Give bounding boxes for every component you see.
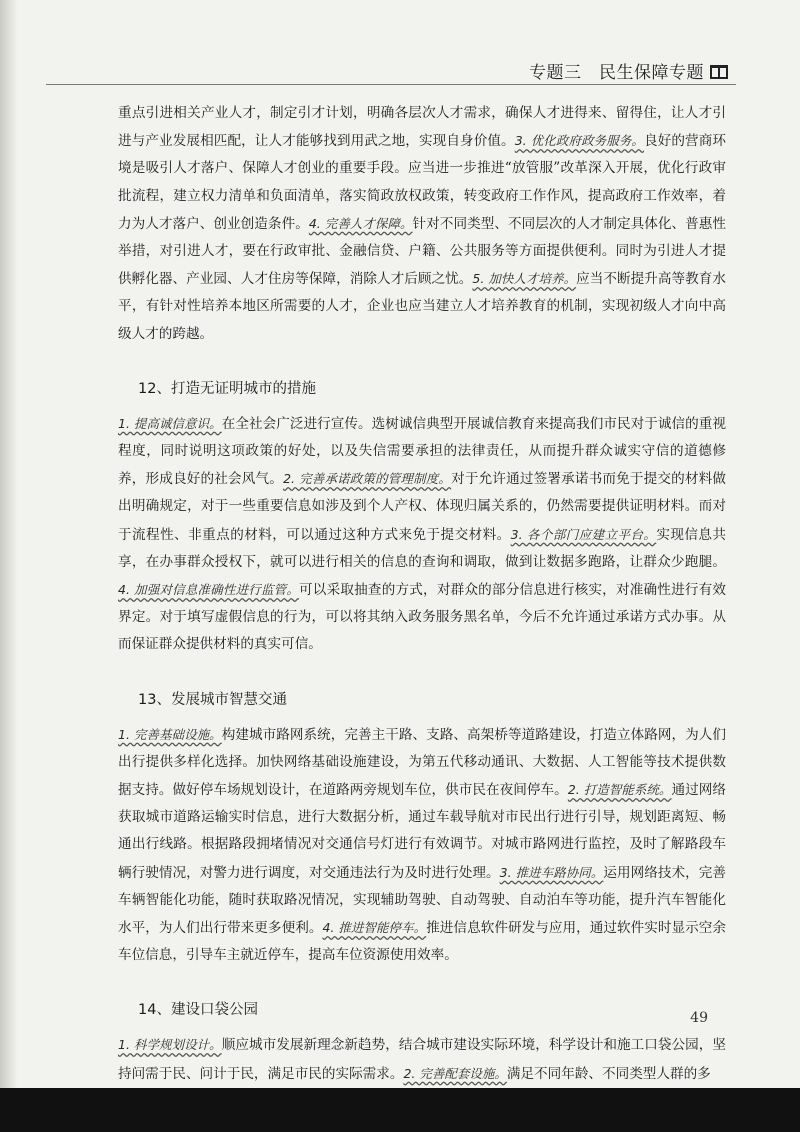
section-13-text-2: 通过网络获取城市道路运输实时信息，进行大数据分析，通过车载导航对市民出行进行引导，规划距离短、畅通出行线路。根据路段拥堵情况对交通信号灯进行有效调节。对城市路网进行监控，及时了解路段车辆行驶情况，对警力进行调度，对交通违法行为及时进行处理。 [118, 782, 727, 881]
section-14-text-1: 顺应城市发展新理念新趋势，结合城市建设实际环境，科学设计和施工口袋公园，坚持问需于民、问计于民，满足市民的实际需求。 [118, 1037, 726, 1082]
header-title: 专题三 民生保障专题 [529, 63, 704, 83]
section-heading-13: 13、发展城市智慧交通 [138, 691, 287, 708]
intro-text-4: 应当不断提升高等教育水平，有针对性培养本地区所需要的人才，企业也应当建立人才培养教育的机制，实现初级人才向中高级人才的跨越。 [118, 271, 727, 342]
handwritten-note: 4. 完善人才保障。 [308, 215, 413, 231]
spacer [118, 659, 726, 689]
spacer [118, 400, 726, 410]
intro-text-3: 针对不同类型、不同层次的人才制定具体化、普惠性举措，对引进人才，要在行政审批、金融信贷、户籍、公共服务等方面提供便利。同时为引进人才提供孵化器、产业园、人才住房等保障，消除人才后顾之忧。 [118, 215, 727, 288]
handwritten-note: 1. 完善基础设施。 [118, 726, 222, 742]
handwritten-note: 2. 完善承诺政策的管理制度。 [283, 471, 452, 487]
handwritten-note: 1. 提高诚信意识。 [118, 415, 222, 431]
intro-paragraph [118, 100, 726, 348]
handwritten-note: 3. 优化政府政务服务。 [514, 133, 645, 149]
book-icon [710, 65, 728, 79]
spacer [118, 969, 726, 999]
intro-text-1: 重点引进相关产业人才，制定引才计划，明确各层次人才需求，确保人才进得来、留得住，让人才引进与产业发展相匹配，让人才能够找到用武之地，实现自身价值。 [118, 105, 726, 150]
section-13-text-3: 运用网络技术，完善车辆智能化功能，随时获取路况情况，实现辅助驾驶、自动驾驶、自动泊车等功能，提升汽车智能化水平，为人们出行带来更多便利。 [118, 864, 727, 937]
handwritten-note: 1. 科学规划设计。 [118, 1037, 222, 1053]
section-12-paragraph [118, 410, 726, 659]
handwritten-note: 3. 各个部门应建立平台。 [510, 526, 657, 542]
section-14-paragraph [118, 1031, 726, 1087]
handwritten-note: 2. 打造智能系统。 [567, 782, 672, 798]
handwritten-note: 4. 推进智能停车。 [322, 920, 427, 936]
section-12-text-1: 在全社会广泛进行宣传。选树诚信典型开展诚信教育来提高我们市民对于诚信的重视程度，同时说明这项政策的好处，以及失信需要承担的法律责任，从而提升群众诚实守信的道德修养，形成良好的社会风气。 [118, 415, 726, 488]
section-12-text-3: 实现信息共享，在办事群众授权下，就可以进行相关的信息的查询和调取，做到让数据多跑路，让群众少跑腿。 [118, 526, 727, 570]
section-heading-12: 12、打造无证明城市的措施 [138, 380, 316, 397]
handwritten-note: 2. 完善配套设施。 [403, 1065, 507, 1081]
header-rule [46, 84, 736, 85]
main-content [118, 100, 726, 1088]
scan-shadow-left [0, 0, 18, 1132]
handwritten-note: 4. 加强对信息准确性进行监管。 [118, 582, 300, 598]
spacer [118, 348, 726, 378]
section-13-text-1: 构建城市路网系统，完善主干路、支路、高架桥等道路建设，打造立体路网，为人们出行提供多样化选择。加快网络基础设施建设，为第五代移动通讯、大数据、人工智能等技术提供数据支持。做好停车场规划设计，在道路两旁规划车位，供市民在夜间停车。 [118, 726, 726, 799]
section-13-text-4: 推进信息软件研发与应用，通过软件实时显示空余车位信息，引导车主就近停车，提高车位资源使用效率。 [118, 920, 727, 964]
section-heading-14: 14、建设口袋公园 [138, 1002, 258, 1019]
handwritten-note: 5. 加快人才培养。 [472, 271, 577, 287]
handwritten-note: 3. 推进车路协同。 [499, 864, 604, 880]
spacer [118, 1021, 726, 1031]
page-number: 49 [690, 1010, 708, 1026]
running-header [529, 58, 728, 83]
spacer [118, 711, 726, 721]
intro-text-2: 良好的营商环境是吸引人才落户、保障人才创业的重要手段。应当进一步推进“放管服”改革深入开展，优化行政审批流程，建立权力清单和负面清单，落实简政放权政策，转变政府工作作风，提高政府工作效率，着力为人才落户、创业创造条件。 [118, 133, 727, 232]
section-12-text-4: 可以采取抽查的方式，对群众的部分信息进行核实，对准确性进行有效界定。对于填写虚假信息的行为，可以将其纳入政务服务黑名单，今后不允许通过承诺方式办事。从而保证群众提供材料的真实可信。 [118, 582, 727, 653]
section-13-paragraph [118, 721, 726, 970]
section-12-text-2: 对于允许通过签署承诺书而免于提交的材料做出明确规定，对于一些重要信息如涉及到个人产权、体现归属关系的，仍然需要提供证明材料。而对于流程性、非重点的材料，可以通过这种方式来免于提交材料。 [118, 471, 726, 543]
section-14-text-2: 满足不同年龄、不同类型人群的多 [506, 1065, 711, 1082]
scan-border-bottom [0, 1088, 800, 1132]
